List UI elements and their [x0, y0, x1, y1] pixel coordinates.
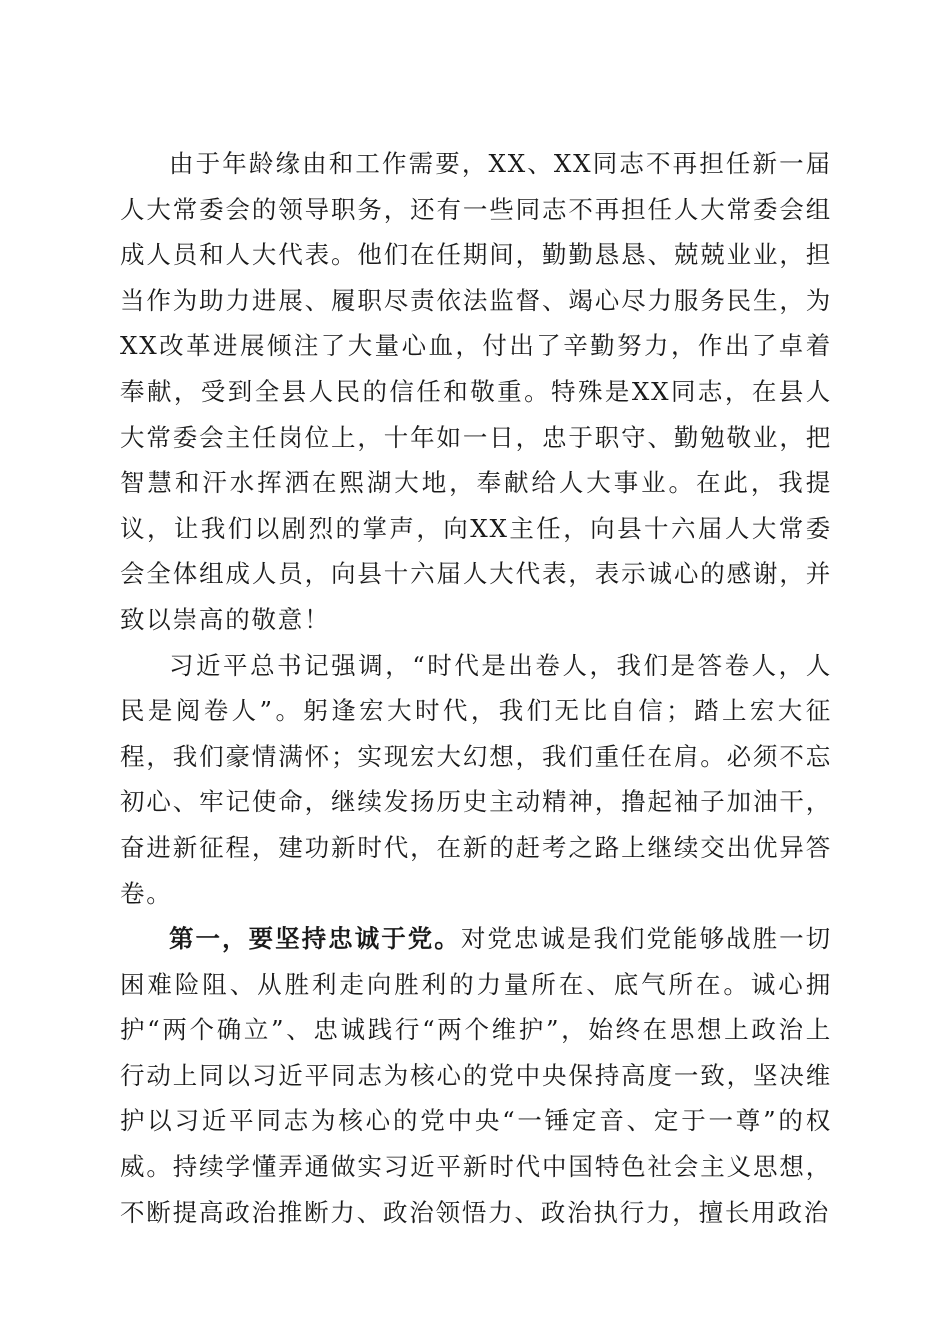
paragraph-2 [120, 643, 832, 917]
paragraph-1 [120, 141, 832, 643]
document-body [120, 141, 832, 1235]
paragraph-3 [120, 916, 832, 1235]
paragraph-3-lead: 第一，要坚持忠诚于党。 [169, 924, 461, 954]
paragraph-3-text: 对党忠诚是我们党能够战胜一切困难险阻、从胜利走向胜利的力量所在、底气所在。诚心拥护“两个确立”、忠诚践行“两个维护”，始终在思想上政治上行动上同以习近平同志为核心的党中央保持高度一致，坚决维护以习近平同志为核心的党中央“一锤定音、定于一尊”的权威。持续学懂弄通做实习近平新时代中国特色社会主义思想，不断提高政治推断力、政治领悟力、政治执行力，擅长用政治 [120, 924, 832, 1227]
paragraph-1-text: 由于年龄缘由和工作需要，XX、XX同志不再担任新一届人大常委会的领导职务，还有一些同志不再担任人大常委会组成人员和人大代表。他们在任期间，勤勤恳恳、兢兢业业，担当作为助力进展、履职尽责依法监督、竭心尽力服务民生，为XX改革进展倾注了大量心血，付出了辛勤努力，作出了卓着奉献，受到全县人民的信任和敬重。特殊是XX同志，在县人大常委会主任岗位上，十年如一日，忠于职守、勤勉敬业，把智慧和汗水挥洒在熙湖大地，奉献给人大事业。在此，我提议，让我们以剧烈的掌声，向XX主任，向县十六届人大常委会全体组成人员，向县十六届人大代表，表示诚心的感谢，并致以崇高的敬意！ [120, 149, 832, 634]
paragraph-2-text: 习近平总书记强调，“时代是出卷人，我们是答卷人，人民是阅卷人”。躬逢宏大时代，我们无比自信；踏上宏大征程，我们豪情满怀；实现宏大幻想，我们重任在肩。必须不忘初心、牢记使命，继续发扬历史主动精神，撸起袖子加油干，奋进新征程，建功新时代，在新的赶考之路上继续交出优异答卷。 [120, 650, 832, 908]
